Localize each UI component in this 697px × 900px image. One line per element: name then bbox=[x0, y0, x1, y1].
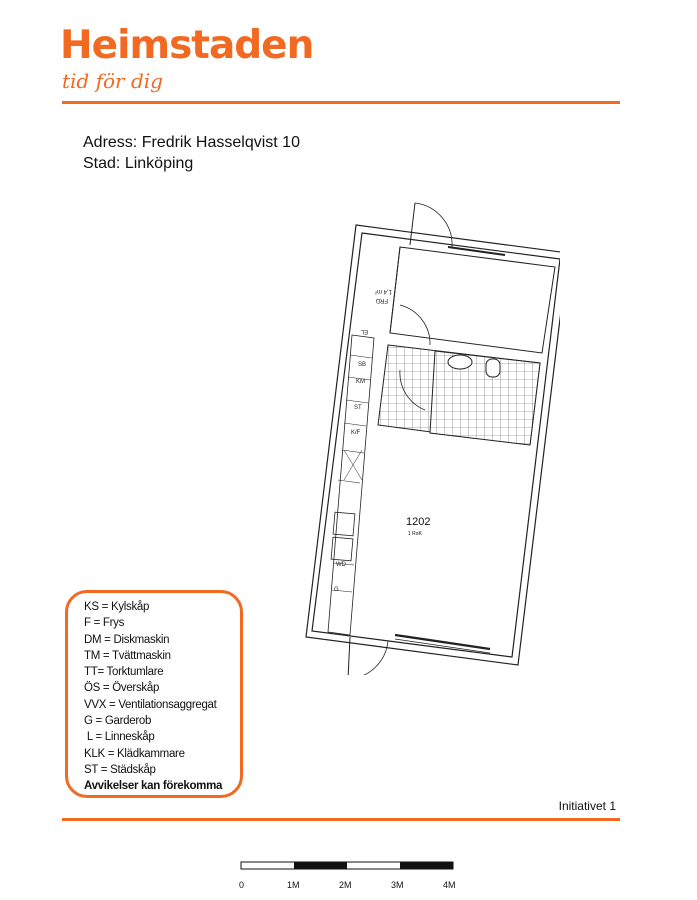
city-label: Stad: bbox=[83, 155, 121, 172]
legend-item: ST = Städskåp bbox=[84, 763, 156, 776]
street-label: Adress: bbox=[83, 134, 138, 151]
legend-item: TT= Torktumlare bbox=[84, 666, 164, 679]
legend-item: KS = Kylskåp bbox=[84, 601, 150, 613]
entry-door-bottom bbox=[348, 635, 490, 675]
header-divider bbox=[62, 101, 620, 104]
closet-label: G bbox=[334, 587, 339, 593]
closet-label: K/F bbox=[351, 430, 361, 436]
floor-plan bbox=[300, 195, 560, 675]
scale-tick: 1M bbox=[287, 880, 300, 890]
toilet-icon bbox=[486, 359, 500, 377]
legend-item: L = Linneskåp bbox=[84, 731, 155, 744]
footer-label: Initiativet 1 bbox=[558, 799, 616, 813]
sink-icon bbox=[448, 355, 472, 369]
legend-item: G = Garderob bbox=[84, 715, 152, 728]
legend-item: DM = Diskmaskin bbox=[84, 633, 170, 646]
closet-label: SB bbox=[358, 362, 367, 368]
closet-label: ST bbox=[354, 405, 362, 411]
city-line bbox=[83, 153, 300, 174]
unit-number: 1202 bbox=[406, 516, 431, 528]
entry-door-top bbox=[410, 203, 505, 255]
scale-tick: 4M bbox=[443, 880, 456, 890]
balcony bbox=[390, 247, 555, 353]
legend-item: TM = Tvättmaskin bbox=[84, 649, 171, 662]
street-line bbox=[83, 132, 300, 153]
unit-rooms: 1 RoK bbox=[408, 531, 422, 537]
scale-tick: 0 bbox=[239, 880, 245, 890]
brand-name: Heimstaden bbox=[60, 23, 314, 68]
scale-tick: 3M bbox=[391, 880, 404, 890]
closet-label: KM bbox=[356, 379, 365, 385]
balcony-area: 1,4 m² bbox=[374, 288, 392, 294]
balcony-label: FRD bbox=[375, 297, 388, 303]
brand-tagline: tid för dig bbox=[62, 69, 163, 93]
scale-bar bbox=[233, 858, 473, 898]
bathroom bbox=[378, 305, 540, 445]
brand-logo bbox=[60, 24, 313, 94]
legend-item: F = Frys bbox=[84, 617, 125, 630]
outer-walls bbox=[306, 225, 560, 665]
scale-tick: 2M bbox=[339, 880, 352, 890]
address-block bbox=[83, 132, 300, 174]
legend-item: ÖS = Överskåp bbox=[84, 682, 160, 695]
legend-item: KLK = Klädkammare bbox=[84, 747, 185, 760]
closet-label: WD bbox=[336, 562, 346, 568]
legend-note: Avvikelser kan förekomma bbox=[84, 780, 223, 793]
closet-label: EL bbox=[360, 328, 368, 334]
street-value: Fredrik Hasselqvist 10 bbox=[141, 134, 300, 151]
footer-divider bbox=[62, 818, 620, 821]
city-value: Linköping bbox=[124, 155, 194, 172]
legend-box bbox=[65, 590, 243, 798]
legend-item: VVX = Ventilationsaggregat bbox=[84, 698, 217, 711]
